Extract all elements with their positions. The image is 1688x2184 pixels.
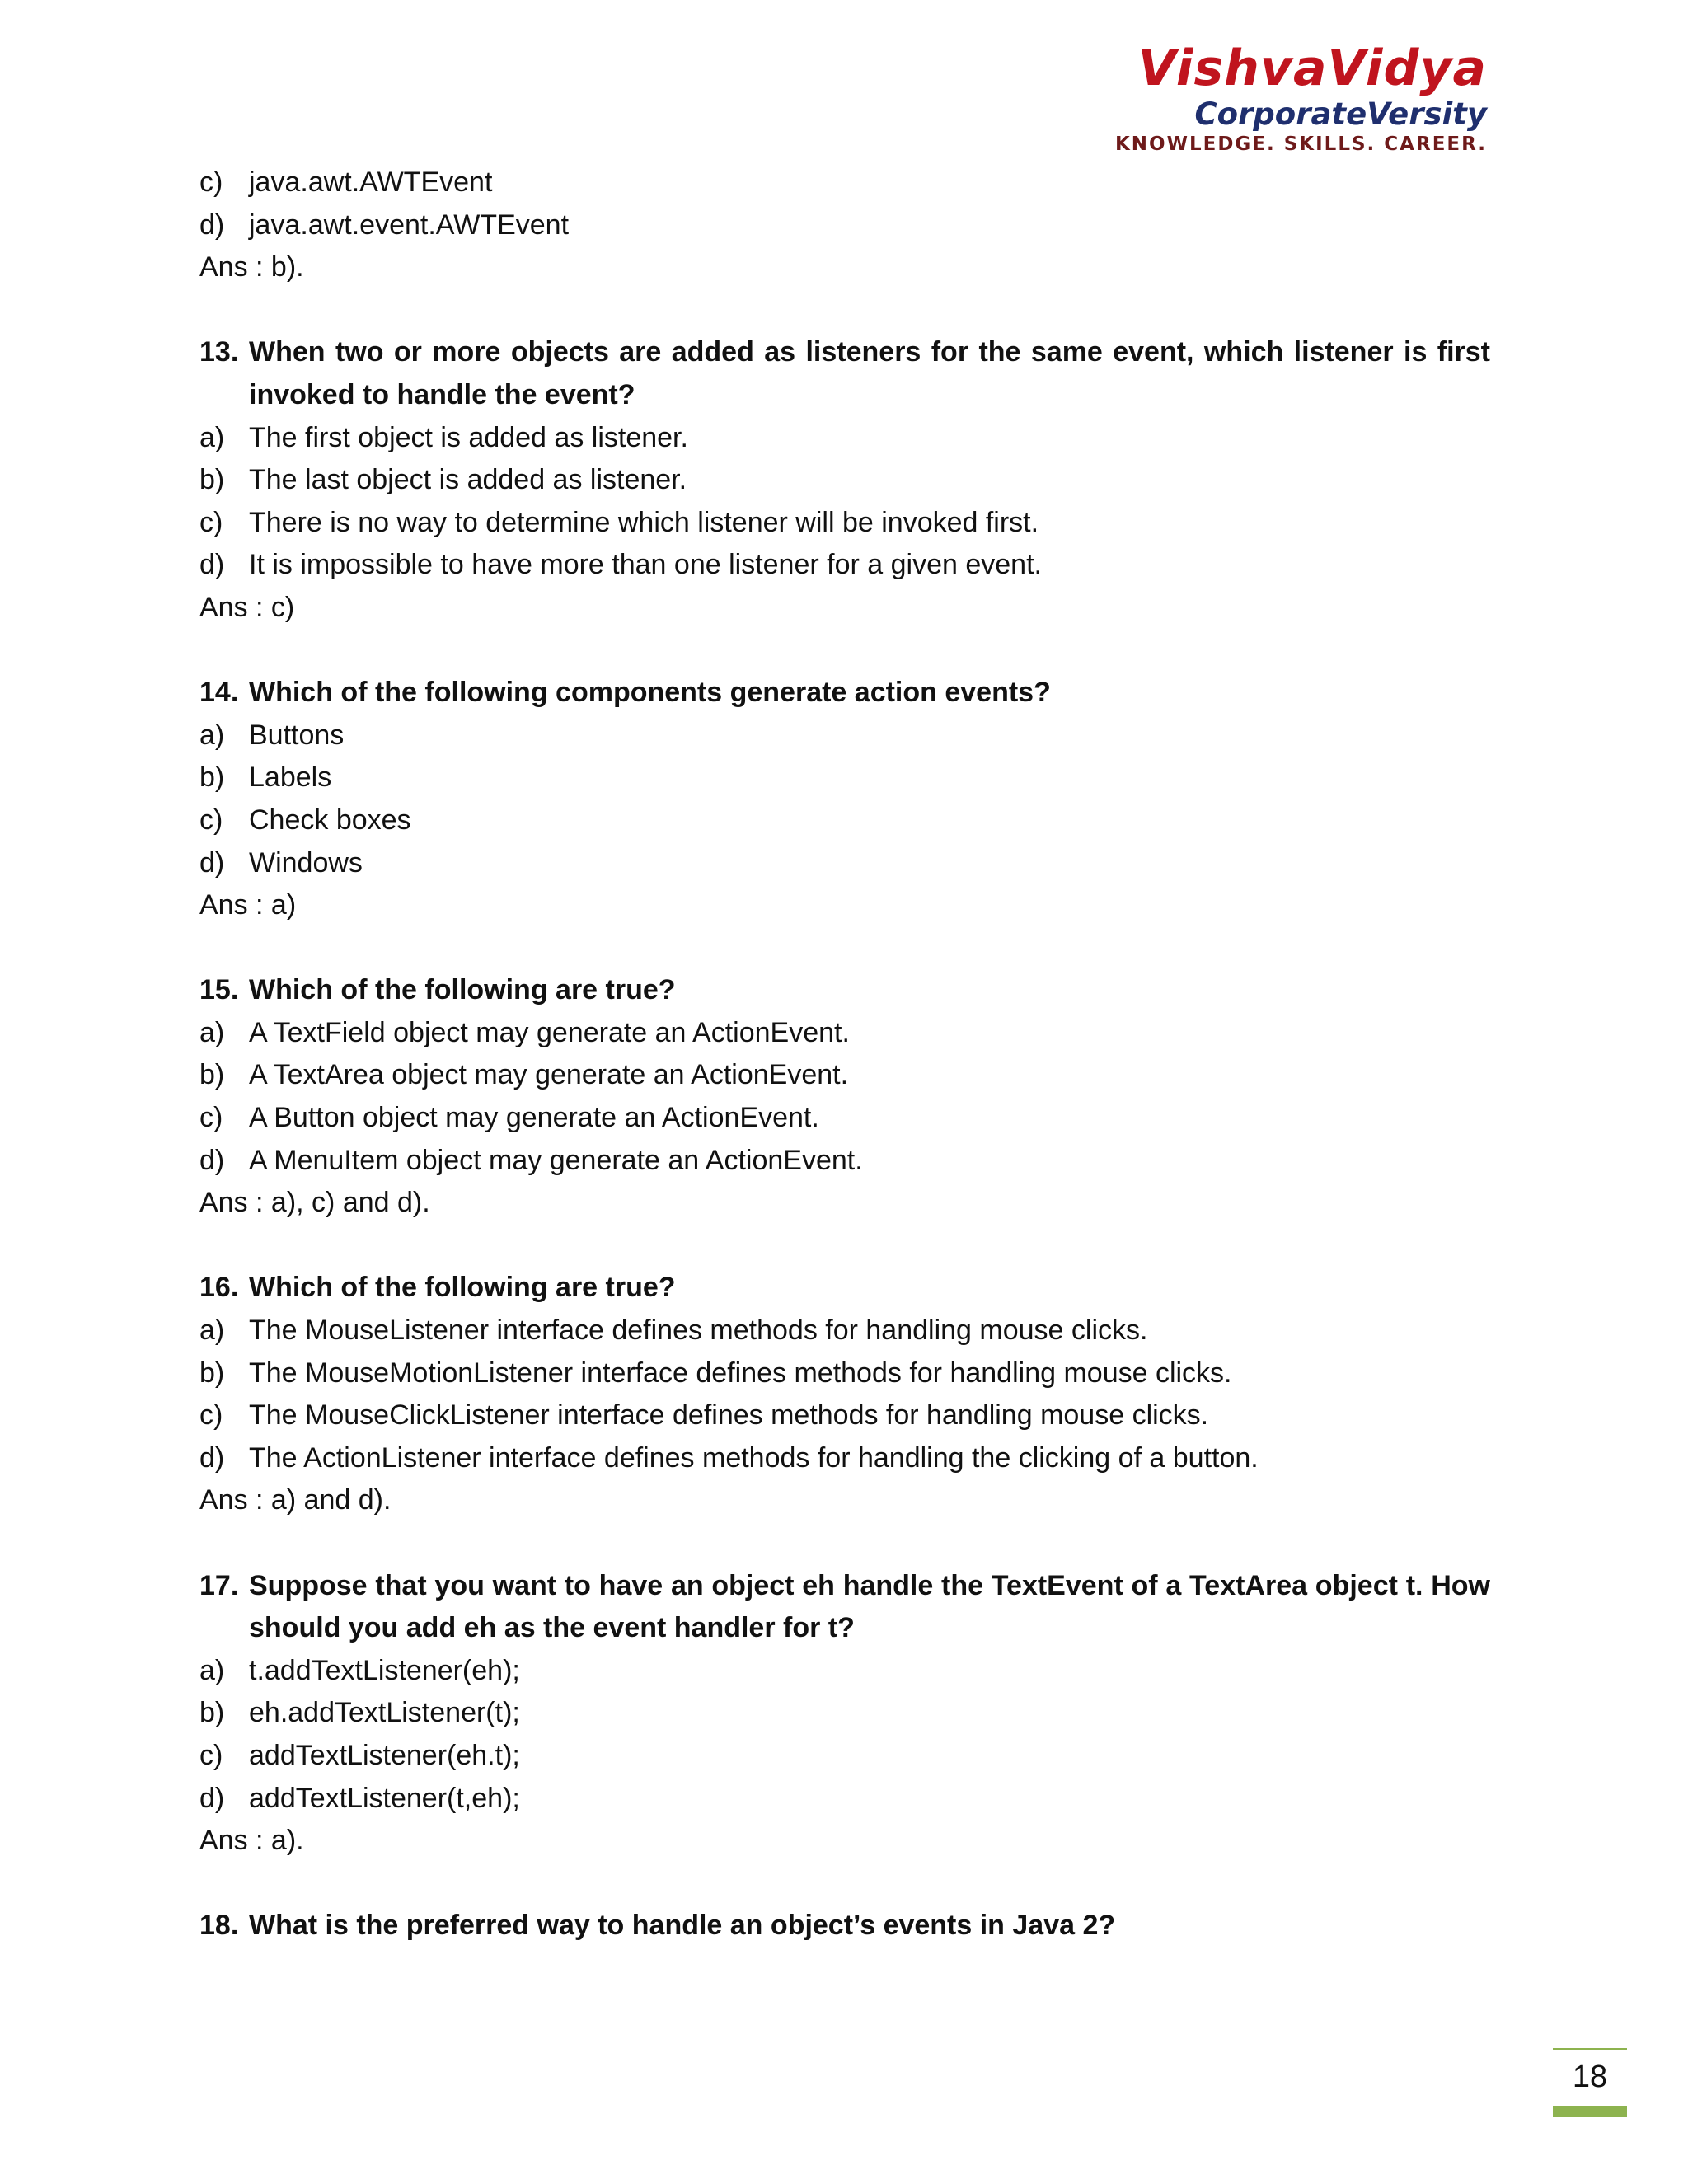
option-line [199,1054,1490,1097]
answer-line: Ans : b). [199,251,304,284]
document-body [199,162,1490,1947]
option-label: d) [199,846,225,879]
option-label: b) [199,1059,225,1091]
option-text: The last object is added as listener. [249,464,687,496]
option-line [199,1140,1490,1183]
option-label: c) [199,804,223,836]
option-text: addTextListener(eh.t); [249,1739,520,1771]
option-line [199,1692,1490,1735]
option-line [199,799,1490,842]
option-label: c) [199,1739,223,1771]
answer-line: Ans : a) and d). [199,1484,392,1516]
question [199,969,1490,1012]
option-label: d) [199,1441,225,1474]
option-label: b) [199,1697,225,1729]
option-label: a) [199,1654,225,1686]
option-text: The ActionListener interface defines methods for handling the clicking of a button. [249,1441,1259,1474]
option-line [199,502,1490,545]
question-number: 16. [199,1272,239,1304]
option-label: d) [199,1782,225,1814]
option-label: a) [199,421,225,453]
option-label: b) [199,464,225,496]
logo [1115,40,1487,157]
option-text: java.awt.event.AWTEvent [249,209,570,241]
option-label: b) [199,762,225,794]
question [199,331,1490,416]
question [199,672,1490,715]
option-text: There is no way to determine which listener will be invoked first. [249,506,1039,538]
option-label: a) [199,1016,225,1048]
option-label: c) [199,506,223,538]
option-line [199,1437,1490,1480]
answer-line: Ans : a). [199,1825,304,1857]
question-number: 15. [199,974,239,1006]
option-text: t.addTextListener(eh); [249,1654,520,1686]
logo-tagline: KNOWLEDGE. SKILLS. CAREER. [1114,134,1487,155]
answer-line: Ans : c) [199,591,295,623]
question [199,1905,1490,1947]
option-text: The first object is added as listener. [249,421,688,453]
option-text: addTextListener(t,eh); [249,1782,520,1814]
option-line [199,204,1490,247]
question-text: Which of the following are true? [249,974,676,1006]
option-text: java.awt.AWTEvent [249,166,493,198]
option-line [199,757,1490,799]
answer-line: Ans : a) [199,889,297,921]
question-text: Which of the following components generate action events? [249,677,1051,709]
question [199,1267,1490,1310]
option-label: c) [199,166,223,198]
option-text: A TextField object may generate an ActionEvent. [249,1016,850,1048]
option-text: The MouseClickListener interface defines methods for handling mouse clicks. [249,1399,1209,1432]
question-number: 13. [199,336,239,368]
option-line [199,1778,1490,1821]
option-line [199,417,1490,460]
option-line [199,544,1490,587]
option-label: a) [199,1315,225,1347]
answer-line: Ans : a), c) and d). [199,1187,430,1219]
option-label: c) [199,1399,223,1432]
option-text: Labels [249,762,332,794]
question-number: 17. [199,1569,239,1601]
option-label: a) [199,719,225,751]
option-text: Buttons [249,719,345,751]
option-line [199,1097,1490,1140]
option-label: d) [199,549,225,581]
option-label: c) [199,1102,223,1134]
page-number-accent-bar [1553,2106,1627,2117]
option-line [199,1012,1490,1055]
question-number: 18. [199,1910,239,1942]
option-line [199,162,1490,204]
option-line [199,715,1490,757]
option-label: d) [199,209,225,241]
option-line [199,459,1490,502]
option-line [199,1310,1490,1352]
option-text: The MouseListener interface defines methods for handling mouse clicks. [249,1315,1148,1347]
option-text: A Button object may generate an ActionEvent. [249,1102,819,1134]
option-text: A MenuItem object may generate an ActionEvent. [249,1144,863,1176]
option-line [199,1735,1490,1778]
option-line [199,1352,1490,1395]
question-text: When two or more objects are added as listeners for the same event, which listener is first invoked to handle the event? [249,336,1490,410]
option-text: It is impossible to have more than one listener for a given event. [249,549,1042,581]
option-label: b) [199,1357,225,1389]
option-text: The MouseMotionListener interface defines methods for handling mouse clicks. [249,1357,1232,1389]
question-text: Which of the following are true? [249,1272,676,1304]
question-number: 14. [199,677,239,709]
question-text: Suppose that you want to have an object eh handle the TextEvent of a TextArea object t. How should you add eh as the event handler for t? [249,1569,1490,1644]
option-line [199,1650,1490,1693]
option-text: eh.addTextListener(t); [249,1697,520,1729]
option-text: Windows [249,846,363,879]
option-text: Check boxes [249,804,411,836]
option-label: d) [199,1144,225,1176]
logo-subtitle: CorporateVersity [1194,96,1487,132]
logo-title: VishvaVidya [1137,40,1487,97]
option-line [199,1394,1490,1437]
page-number: 18 [1553,2048,1627,2108]
option-line [199,842,1490,885]
option-text: A TextArea object may generate an ActionEvent. [249,1059,849,1091]
question-text: What is the preferred way to handle an object’s events in Java 2? [249,1910,1116,1942]
question [199,1565,1490,1650]
